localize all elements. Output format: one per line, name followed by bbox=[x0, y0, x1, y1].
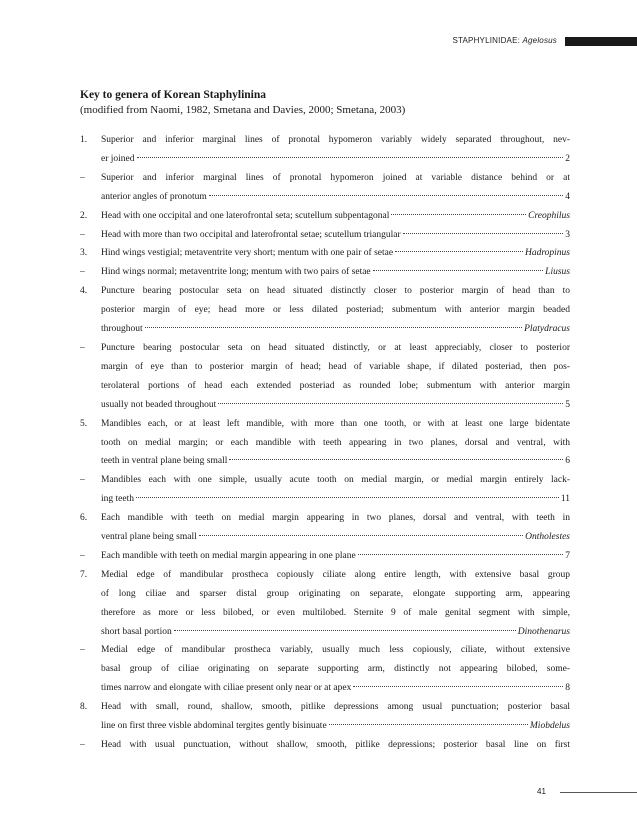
text-line: teeth in ventral plane being small bbox=[101, 456, 228, 467]
text-line: Head with more than two occipital and laterofrontal setae; scutellum triangular bbox=[101, 229, 401, 240]
couplet-text bbox=[101, 169, 570, 207]
couplet-number: 5. bbox=[80, 418, 88, 429]
couplet-text bbox=[101, 566, 570, 642]
dot-leader bbox=[403, 233, 564, 234]
text-line: therefore as more or less bilobed, or even multilobed. Sternite 9 of male genital segment with simple, bbox=[101, 607, 570, 618]
dot-leader bbox=[145, 327, 522, 328]
leader-line bbox=[101, 207, 570, 226]
couplet-text bbox=[101, 641, 570, 698]
running-header-family: STAPHYLINIDAE: bbox=[452, 36, 521, 45]
key-entry bbox=[80, 736, 570, 755]
text-line: tooth on medial margin; or each mandible with teeth appearing in two planes, dorsal and ventral, with bbox=[101, 437, 570, 448]
text-line: Each mandible with teeth on medial margin appearing in one plane bbox=[101, 550, 356, 561]
text-line: posterior margin of eye; head more or less dilated posteriad; submentum with anterior margin beaded bbox=[101, 305, 570, 316]
text-line: Hind wings vestigial; metaventrite very short; mentum with one pair of setae bbox=[101, 248, 394, 259]
leader-line bbox=[101, 396, 570, 415]
couplet-text bbox=[101, 509, 570, 547]
dot-leader bbox=[391, 214, 526, 215]
couplet-number: – bbox=[80, 740, 85, 750]
couplet-text bbox=[101, 547, 570, 566]
couplet-number: – bbox=[80, 645, 85, 656]
couplet-reference: 3 bbox=[565, 229, 570, 240]
key-entry bbox=[80, 566, 570, 642]
genus-name: Dinothenarus bbox=[517, 626, 570, 637]
running-header-genus: Agelosus bbox=[522, 36, 557, 45]
couplet-reference: 8 bbox=[565, 683, 570, 694]
dot-leader bbox=[136, 497, 559, 498]
text-line: throughout bbox=[101, 324, 143, 335]
couplet-number: – bbox=[80, 229, 85, 240]
dot-leader bbox=[229, 459, 563, 460]
key-entry bbox=[80, 698, 570, 736]
couplet-reference: 5 bbox=[565, 399, 570, 410]
text-line: Head with one occipital and one laterofrontal seta; scutellum subpentagonal bbox=[101, 210, 390, 221]
leader-line bbox=[101, 188, 570, 207]
couplet-reference: 11 bbox=[560, 494, 570, 505]
leader-line bbox=[101, 452, 570, 471]
couplet-text bbox=[101, 226, 570, 245]
text-line: Puncture bearing postocular seta on head situated distinctly, or at least appreciably, closer to posterior bbox=[101, 342, 570, 353]
key-entry bbox=[80, 641, 570, 698]
identification-key bbox=[80, 131, 570, 755]
couplet-text bbox=[101, 244, 570, 263]
dot-leader bbox=[199, 535, 523, 536]
key-entry bbox=[80, 471, 570, 509]
text-line: Head with usual punctuation, without shallow, smooth, pitlike depressions; posterior basal line on first bbox=[101, 740, 570, 750]
key-entry bbox=[80, 547, 570, 566]
couplet-number: 4. bbox=[80, 286, 88, 297]
couplet-number: 8. bbox=[80, 702, 88, 713]
text-line: er joined bbox=[101, 153, 135, 164]
couplet-number: 3. bbox=[80, 248, 88, 259]
leader-line bbox=[101, 263, 570, 282]
genus-name: Platydracus bbox=[524, 324, 570, 335]
couplet-text bbox=[101, 736, 570, 755]
couplet-text bbox=[101, 263, 570, 282]
couplet-number: 1. bbox=[80, 135, 88, 145]
dot-leader bbox=[373, 270, 544, 271]
text-line: terolateral portions of head each extended posteriad as rounded lobe; submentum with anterior margin bbox=[101, 380, 570, 391]
leader-line bbox=[101, 528, 570, 547]
key-entry bbox=[80, 226, 570, 245]
text-line: Each mandible with teeth on medial margin appearing in two planes, dorsal and ventral, with teeth in bbox=[101, 513, 570, 524]
couplet-text bbox=[101, 698, 570, 736]
key-entry bbox=[80, 169, 570, 207]
dot-leader bbox=[353, 686, 563, 687]
genus-name: Miobdelus bbox=[529, 721, 570, 732]
key-entry bbox=[80, 509, 570, 547]
key-entry bbox=[80, 263, 570, 282]
key-entry bbox=[80, 339, 570, 415]
couplet-text bbox=[101, 282, 570, 339]
footer-rule bbox=[560, 792, 637, 793]
leader-line bbox=[101, 226, 570, 245]
leader-line bbox=[101, 547, 570, 566]
genus-name: Ontholestes bbox=[525, 532, 570, 543]
dot-leader bbox=[395, 251, 523, 252]
text-line: margin of eye than to posterior margin of head; head of variable shape, if dilated posteriad, then pos- bbox=[101, 361, 570, 372]
text-line: Hind wings normal; metaventrite long; mentum with two pairs of setae bbox=[101, 267, 371, 278]
couplet-text bbox=[101, 339, 570, 415]
text-line: Mandibles each with one simple, usually acute tooth on medial margin, or medial margin entirely lack- bbox=[101, 475, 570, 486]
couplet-reference: 2 bbox=[565, 153, 570, 164]
text-line: Superior and inferior marginal lines of pronotal hypomeron variably widely separated throughout, nev- bbox=[101, 135, 570, 145]
dot-leader bbox=[329, 724, 528, 725]
key-entry bbox=[80, 282, 570, 339]
leader-line bbox=[101, 320, 570, 339]
leader-line bbox=[101, 717, 570, 736]
couplet-text bbox=[101, 131, 570, 169]
couplet-number: – bbox=[80, 342, 85, 353]
couplet-reference: 6 bbox=[565, 456, 570, 467]
dot-leader bbox=[218, 403, 563, 404]
couplet-reference: 7 bbox=[565, 550, 570, 561]
leader-line bbox=[101, 244, 570, 263]
key-entry bbox=[80, 131, 570, 169]
text-line: Superior and inferior marginal lines of pronotal hypomeron joined at variable distance behind or at bbox=[101, 172, 570, 183]
couplet-text bbox=[101, 471, 570, 509]
couplet-text bbox=[101, 207, 570, 226]
text-line: usually not beaded throughout bbox=[101, 399, 217, 410]
text-line: line on first three visble abdominal tergites gently bisinuate bbox=[101, 721, 327, 732]
key-entry bbox=[80, 415, 570, 472]
couplet-number: 6. bbox=[80, 513, 88, 524]
text-line: short basal portion bbox=[101, 626, 172, 637]
couplet-number: – bbox=[80, 550, 85, 561]
text-line: basal group of ciliae originating on separate supporting arm, distinctly not appearing bilobed, some- bbox=[101, 664, 570, 675]
genus-name: Hadropinus bbox=[524, 248, 570, 259]
dot-leader bbox=[174, 630, 516, 631]
couplet-text bbox=[101, 415, 570, 472]
text-line: ing teeth bbox=[101, 494, 134, 505]
couplet-number: 7. bbox=[80, 569, 88, 580]
text-line: times narrow and elongate with ciliae present only near or at apex bbox=[101, 683, 352, 694]
genus-name: Liusus bbox=[545, 267, 570, 278]
text-line: Mandibles each, or at least left mandible, with more than one tooth, or with at least one large bidentate bbox=[101, 418, 570, 429]
genus-name: Creophilus bbox=[528, 210, 570, 221]
text-line: Head with small, round, shallow, smooth, pitlike depressions among usual punctuation; posterior basal bbox=[101, 702, 570, 713]
couplet-number: 2. bbox=[80, 210, 88, 221]
key-subtitle: (modified from Naomi, 1982, Smetana and Davies, 2000; Smetana, 2003) bbox=[80, 104, 406, 116]
dot-leader bbox=[137, 157, 564, 158]
couplet-number: – bbox=[80, 267, 85, 278]
running-header bbox=[452, 36, 557, 45]
key-entry bbox=[80, 244, 570, 263]
text-line: anterior angles of pronotum bbox=[101, 191, 207, 202]
couplet-reference: 4 bbox=[565, 191, 570, 202]
leader-line bbox=[101, 150, 570, 169]
header-bar bbox=[565, 37, 637, 46]
couplet-number: – bbox=[80, 475, 85, 486]
dot-leader bbox=[358, 554, 564, 555]
page-number: 41 bbox=[537, 787, 546, 796]
key-title: Key to genera of Korean Staphylinina bbox=[80, 89, 267, 101]
text-line: ventral plane being small bbox=[101, 532, 197, 543]
text-line: Medial edge of mandibular prostheca variably, usually much less copiously, ciliate, without extensive bbox=[101, 645, 570, 656]
text-line: Puncture bearing postocular seta on head situated distinctly closer to posterior margin of head than to bbox=[101, 286, 570, 297]
leader-line bbox=[101, 679, 570, 698]
text-line: of long ciliae and sparser distal group originating on separate, elongate supporting arm, appearing bbox=[101, 588, 570, 599]
leader-line bbox=[101, 490, 570, 509]
leader-line bbox=[101, 623, 570, 642]
couplet-number: – bbox=[80, 172, 85, 183]
text-line: Medial edge of mandibular prostheca copiously ciliate along entire length, with extensive basal group bbox=[101, 569, 570, 580]
dot-leader bbox=[209, 195, 563, 196]
key-entry bbox=[80, 207, 570, 226]
